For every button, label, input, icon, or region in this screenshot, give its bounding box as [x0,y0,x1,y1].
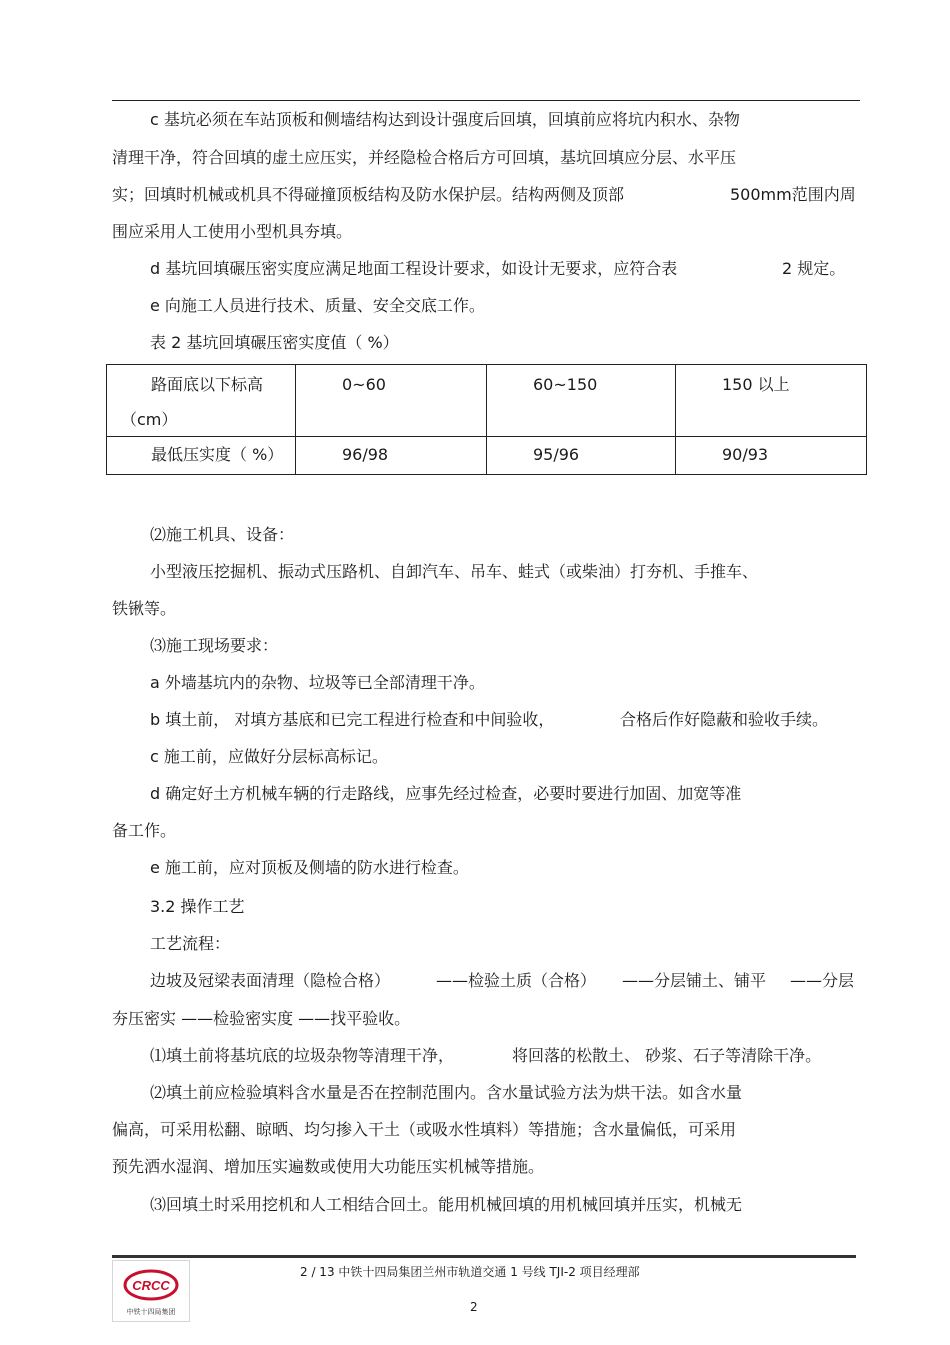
table-header-elevation: 路面底以下标高 [151,375,264,394]
step1-line-b: 将回落的松散土、 砂浆、石子等清除干净。 [512,1046,822,1065]
step2-line3: 预先洒水湿润、增加压实遍数或使用大功能压实机械等措施。 [112,1157,545,1176]
section-site-d1: d 确定好土方机械车辆的行走路线，应事先经过检查，必要时要进行加固、加宽等准 [150,784,742,803]
section-site-c: c 施工前，应做好分层标高标记。 [150,747,388,766]
process-flow-label: 工艺流程： [150,934,231,953]
section-site-e: e 施工前，应对顶板及侧墙的防水进行检查。 [150,858,469,877]
paragraph-d-line1b: 2 规定。 [782,259,846,278]
table-cell: 0~60 [296,365,487,437]
paragraph-d-line1a: d 基坑回填碾压密实度应满足地面工程设计要求，如设计无要求，应符合表 [150,259,678,278]
section-tools-line2: 铁锹等。 [112,599,177,618]
section-tools-line1: 小型液压挖掘机、振动式压路机、自卸汽车、吊车、蛙式（或柴油）打夯机、手推车、 [150,562,759,581]
table-cell: 60~150 [487,365,676,437]
table-cell: 90/93 [676,437,867,475]
paragraph-c-line2: 清理干净，符合回填的虚土应压实，并经隐检合格后方可回填，基坑回填应分层、水平压 [112,148,737,167]
paragraph-c-line1: c 基坑必须在车站顶板和侧墙结构达到设计强度后回填，回填前应将坑内积水、杂物 [150,110,740,129]
table-caption: 表 2 基坑回填碾压密实度值（ %） [150,333,399,352]
process-flow-step2: ——检验土质（合格） [436,971,597,990]
process-flow-step3: ——分层铺土、铺平 [622,971,767,990]
crcc-logo-icon [113,1261,189,1321]
process-flow-line2: 夯压密实 ——检验密实度 ——找平验收。 [112,1009,411,1028]
page-number: 2 [470,1300,478,1314]
step3-line1: ⑶回填土时采用挖机和人工相结合回土。能用机械回填的用机械回填并压实，机械无 [150,1195,743,1214]
crcc-logo [112,1260,190,1322]
section-site-b1: b 填土前， 对填方基底和已完工程进行检查和中间验收， [150,710,555,729]
table-cell: 96/98 [296,437,487,475]
logo-caption: 中铁十四局集团 [126,1308,176,1316]
section-tools-title: ⑵施工机具、设备： [150,525,295,544]
paragraph-c-line3b: 500mm范围内周 [730,185,856,204]
footer-text: 2 / 13 中铁十四局集团兰州市轨道交通 1 号线 TJI-2 项目经理部 [300,1265,640,1279]
table-row [107,365,867,437]
table-header-cell [107,365,296,437]
table-header-unit: （cm） [121,410,178,429]
section-site-b2: 合格后作好隐蔽和验收手续。 [620,710,829,729]
paragraph-c-line3a: 实；回填时机械或机具不得碰撞顶板结构及防水保护层。结构两侧及顶部 [112,185,625,204]
footer-rule [112,1255,856,1258]
header-rule [112,100,860,101]
section-site-a: a 外墙基坑内的杂物、垃圾等已全部清理干净。 [150,673,485,692]
paragraph-c-line4: 围应采用人工使用小型机具夯填。 [112,222,353,241]
table-header-cell: 最低压实度（ %） [107,437,296,475]
step2-line1: ⑵填土前应检验填料含水量是否在控制范围内。含水量试验方法为烘干法。如含水量 [150,1083,743,1102]
section-3-2-title: 3.2 操作工艺 [150,897,245,916]
section-site-d2: 备工作。 [112,821,177,840]
table-cell: 95/96 [487,437,676,475]
paragraph-e: e 向施工人员进行技术、质量、安全交底工作。 [150,296,485,315]
logo-text: CRCC [132,1278,170,1293]
step2-line2: 偏高，可采用松翻、晾晒、均匀掺入干土（或吸水性填料）等措施；含水量偏低，可采用 [112,1120,737,1139]
compaction-table [106,364,867,475]
section-site-title: ⑶施工现场要求： [150,636,279,655]
step1-line-a: ⑴填土前将基坑底的垃圾杂物等清理干净， [150,1046,455,1065]
table-row [107,437,867,475]
process-flow-step1: 边坡及冠梁表面清理（隐检合格） [150,971,391,990]
table-cell: 150 以上 [676,365,867,437]
process-flow-step4: ——分层 [790,971,855,990]
